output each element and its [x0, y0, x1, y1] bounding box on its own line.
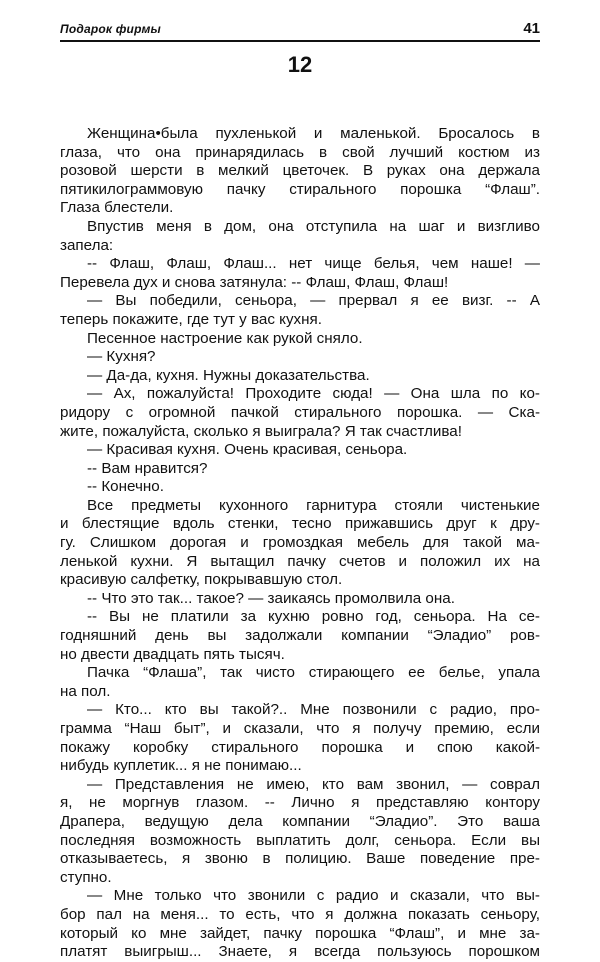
text-line: -- Что это так... такое? — заикаясь промолвила она.: [87, 589, 455, 607]
running-head: [60, 22, 540, 42]
text-line: -- Вы не платили за кухню ровно год, сеньора. На се-: [87, 608, 540, 626]
text-line: который ко мне зайдет, пачку порошка “Флаш”, и мне за-: [60, 924, 540, 942]
text-line: грамма “Наш быт”, и сказали, что я получу премию, если: [60, 720, 540, 737]
text-line: на пол.: [60, 682, 111, 700]
text-line: и блестящие вдоль стенки, тесно прижавшись друг к дру-: [60, 515, 540, 533]
text-line: отказываетесь, я звоню в полицию. Ваше поведение пре-: [60, 850, 540, 868]
text-line: — Кто... кто вы такой?.. Мне позвонили с радио, про-: [87, 701, 540, 719]
text-line: теперь покажите, где тут у вас кухня.: [60, 310, 322, 328]
body-text: [60, 125, 540, 962]
page-number: 41: [523, 20, 540, 37]
text-line: Глаза блестели.: [60, 199, 174, 217]
text-line: — Да-да, кухня. Нужны доказательства.: [87, 366, 370, 384]
text-line: — Кухня?: [87, 348, 156, 366]
text-line: Драпера, ведущую дела компании “Эладио”. Это ваша: [60, 812, 540, 830]
text-line: пятикилограммовую пачку стирального порошка “Флаш”.: [60, 180, 540, 198]
text-line: Песенное настроение как рукой сняло.: [87, 329, 363, 347]
text-line: красивую салфетку, покрывавшую стол.: [60, 571, 343, 589]
text-line: ридору с огромной пачкой стирального порошка. — Ска-: [60, 403, 540, 421]
text-line: — Вы победили, сеньора, — прервал я ее визг. -- А: [87, 292, 540, 310]
text-line: гу. Слишком дорогая и громоздкая мебель для такой ма-: [60, 534, 540, 552]
text-line: запела:: [60, 236, 114, 254]
text-line: — Мне только что звонили с радио и сказали, что вы-: [87, 887, 540, 905]
text-line: но двести двадцать пять тысяч.: [60, 645, 285, 663]
text-line: Женщина•была пухленькой и маленькой. Бросалось в: [87, 125, 540, 142]
text-line: — Представления не имею, кто вам звонил, — соврал: [87, 775, 540, 793]
text-line: последняя возможность выплатить долг, сеньора. Если вы: [60, 831, 540, 849]
text-line: — Ах, пожалуйста! Проходите сюда! — Она шла по ко-: [87, 385, 540, 403]
text-line: — Красивая кухня. Очень красивая, сеньора.: [87, 441, 408, 459]
text-line: бор пал на меня... то есть, что я должна показать сеньору,: [60, 905, 540, 923]
text-line: -- Флаш, Флаш, Флаш... нет чище белья, чем наше! —: [87, 255, 540, 273]
text-line: жите, пожалуйста, сколько я выиграла? Я так счастлива!: [60, 422, 462, 440]
text-line: -- Конечно.: [87, 478, 164, 496]
text-line: Все предметы кухонного гарнитура стояли чистенькие: [87, 496, 540, 514]
text-line: Впустив меня в дом, она отступила на шаг и визгливо: [87, 217, 540, 235]
text-line: глаза, что она принарядилась в свой лучший костюм из: [60, 143, 540, 161]
header-rule: [60, 40, 540, 42]
text-line: я, не моргнув глазом. -- Лично я представляю контору: [60, 794, 540, 812]
text-line: Пачка “Флаша”, так чисто стирающего ее белье, упала: [87, 664, 540, 682]
text-line: платят выигрыш... Знаете, я всегда пользуюсь порошком: [60, 943, 540, 961]
text-line: годняшний день вы задолжали компании “Эладио” ров-: [60, 627, 540, 645]
text-line: Перевела дух и снова затянула: -- Флаш, Флаш, Флаш!: [60, 273, 449, 291]
text-line: нибудь куплетик... я не понимаю...: [60, 757, 302, 775]
text-line: ленькой кухни. Я вытащил пачку счетов и положил их на: [60, 552, 540, 570]
text-line: розовой шерсти в мелкий цветочек. В руках она держала: [60, 162, 540, 180]
text-line: покажу коробку стирального порошка и спою какой-: [60, 738, 540, 756]
running-title: Подарок фирмы: [60, 22, 161, 36]
text-line: -- Вам нравится?: [87, 459, 208, 477]
chapter-number: 12: [287, 52, 313, 77]
text-line: ступно.: [60, 868, 112, 886]
